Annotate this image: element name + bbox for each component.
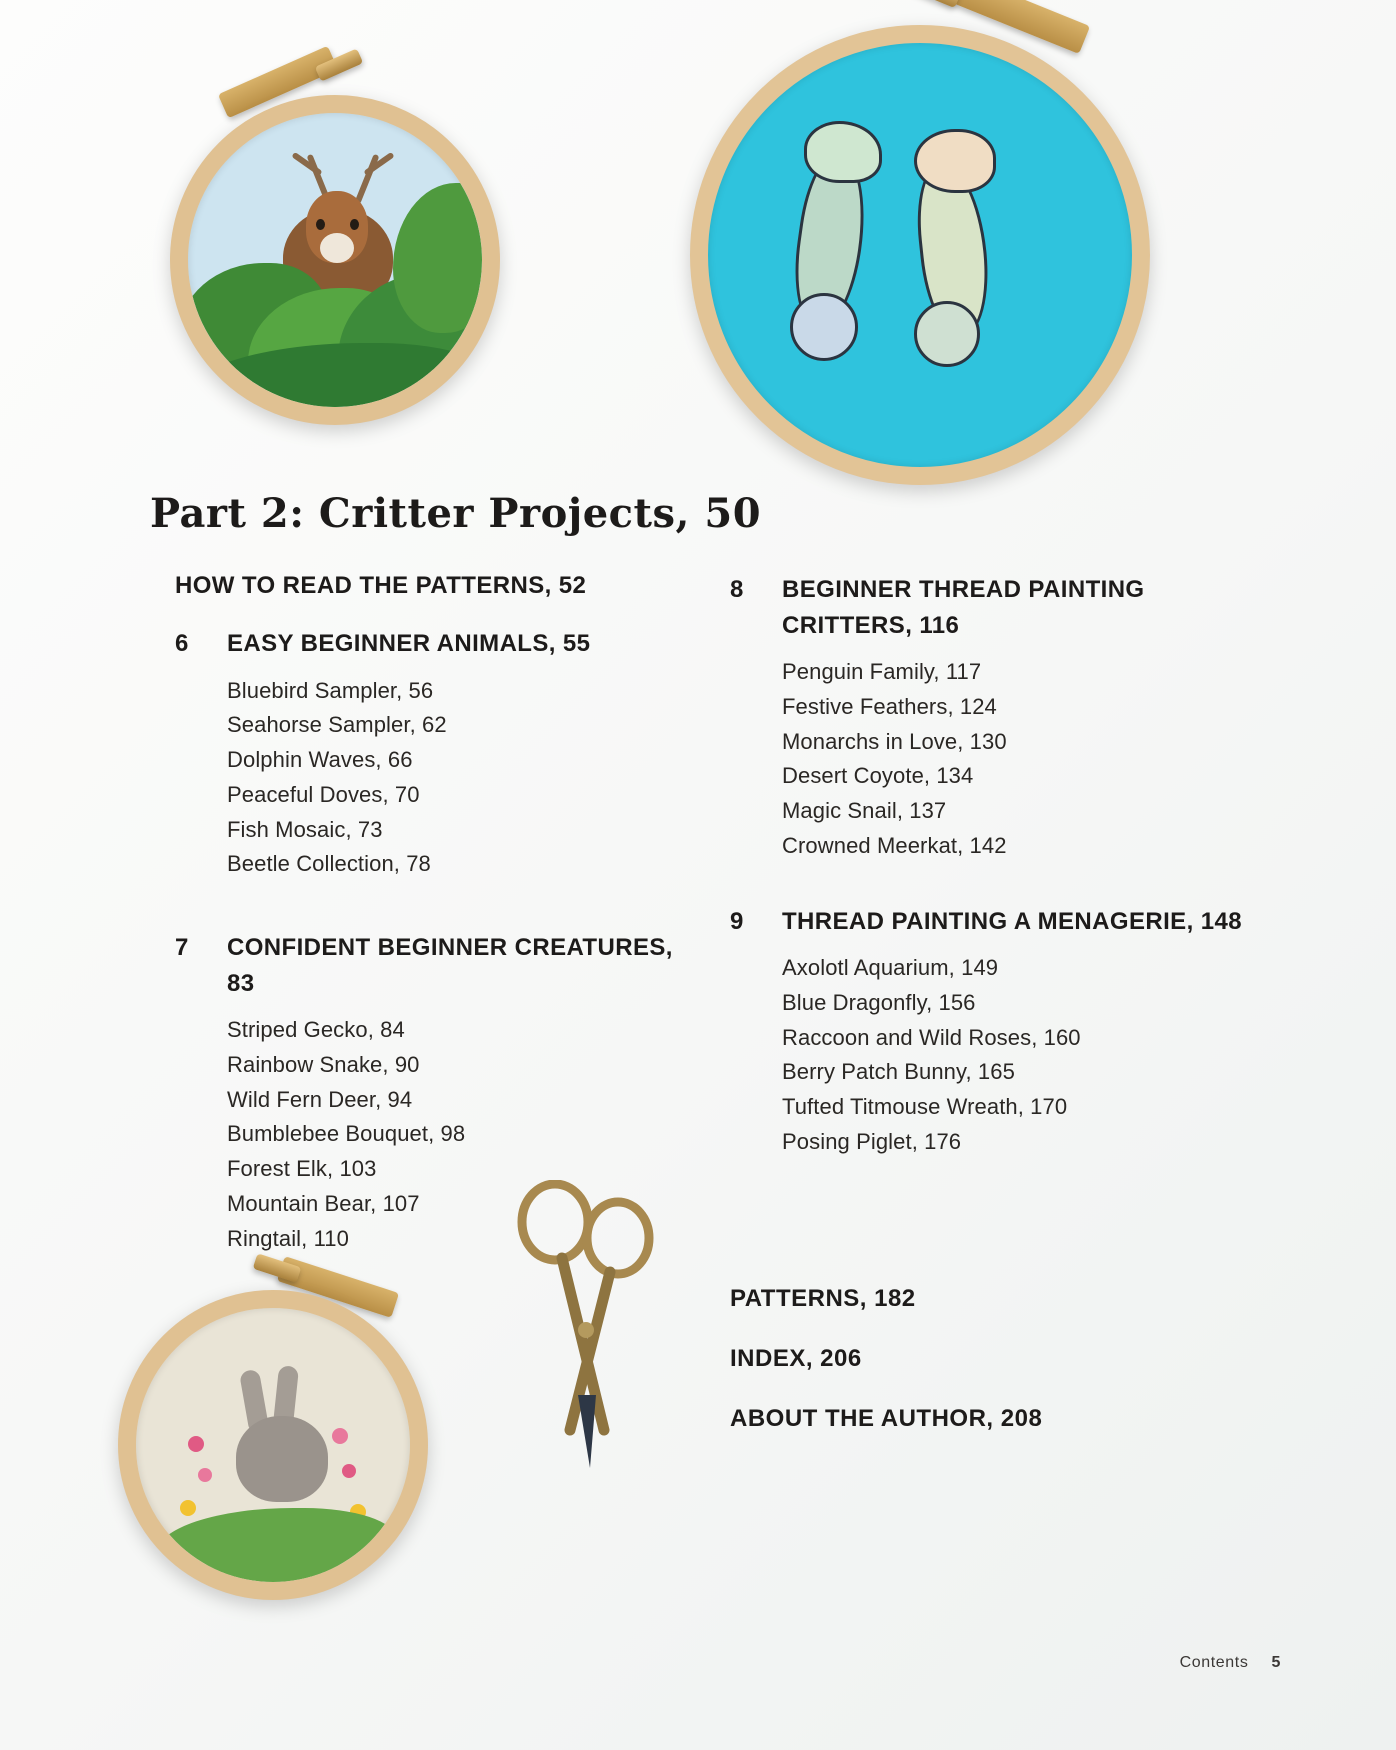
chapter-project-list: [730, 951, 1260, 1160]
list-item[interactable]: Crowned Meerkat, 142: [782, 832, 1007, 858]
hoop-ring: [690, 25, 1150, 485]
hoop-fabric: [188, 113, 482, 407]
deer-antler-right-branch-icon: [363, 152, 394, 176]
part-title: Part 2: Critter Projects, 50: [150, 490, 762, 537]
chapter-number: 9: [730, 907, 744, 935]
toc-chapter-9: [730, 904, 1260, 1160]
chapter-title: THREAD PAINTING A MENAGERIE, 148: [782, 907, 1242, 935]
page-footer: [1180, 1654, 1281, 1672]
chapter-title: EASY BEGINNER ANIMALS, 55: [227, 630, 591, 657]
flower-shape: [342, 1464, 356, 1478]
flower-shape: [180, 1500, 196, 1516]
bunny-embroidery-hoop-image: [118, 1290, 428, 1600]
foliage-shape: [393, 183, 482, 333]
toc-right-column: [730, 572, 1260, 1186]
toc-chapter-7: [175, 930, 705, 1256]
footer-page-number: 5: [1271, 1654, 1281, 1671]
list-item[interactable]: Axolotl Aquarium, 149: [782, 955, 999, 981]
hoop-fabric: [708, 43, 1132, 467]
flower-shape: [198, 1468, 212, 1482]
toc-chapter-6: [175, 626, 705, 882]
chapter-heading[interactable]: [175, 930, 705, 1001]
list-item[interactable]: Dolphin Waves, 66: [227, 747, 413, 773]
deer-snout-shape: [320, 233, 354, 263]
chapter-title: BEGINNER THREAD PAINTING CRITTERS, 116: [782, 576, 1145, 639]
bunny-grass-shape: [156, 1508, 396, 1582]
chapter-title: CONFIDENT BEGINNER CREATURES, 83: [227, 934, 673, 997]
seahorse-right-tail-curl: [914, 301, 980, 367]
list-item[interactable]: Beetle Collection, 78: [227, 851, 431, 877]
chapter-heading[interactable]: [175, 626, 705, 662]
flower-shape: [188, 1436, 204, 1452]
list-item[interactable]: Blue Dragonfly, 156: [782, 989, 976, 1015]
seahorse-left-head: [804, 121, 882, 183]
back-matter-patterns[interactable]: PATTERNS, 182: [730, 1285, 916, 1312]
list-item[interactable]: Magic Snail, 137: [782, 798, 947, 824]
list-item[interactable]: Monarchs in Love, 130: [782, 728, 1007, 754]
toc-lead-entry[interactable]: HOW TO READ THE PATTERNS, 52: [175, 572, 587, 599]
list-item[interactable]: Penguin Family, 117: [782, 659, 982, 685]
bunny-body-shape: [236, 1416, 328, 1502]
list-item[interactable]: Festive Feathers, 124: [782, 693, 997, 719]
chapter-project-list: [730, 655, 1260, 864]
chapter-number: 8: [730, 576, 744, 603]
seahorse-right-head: [914, 129, 996, 193]
hoop-ring: [118, 1290, 428, 1600]
list-item[interactable]: Fish Mosaic, 73: [227, 816, 383, 842]
toc-back-matter: [730, 1285, 1042, 1465]
chapter-heading[interactable]: [730, 904, 1260, 940]
toc-left-column: [175, 572, 705, 1282]
chapter-project-list: [175, 1013, 705, 1256]
list-item[interactable]: Bluebird Sampler, 56: [227, 677, 434, 703]
chapter-number: 6: [175, 630, 189, 657]
list-item[interactable]: Bumblebee Bouquet, 98: [227, 1121, 466, 1147]
seahorse-embroidery-hoop-image: [690, 25, 1150, 485]
list-item[interactable]: Forest Elk, 103: [227, 1156, 377, 1182]
deer-embroidery-hoop-image: [170, 95, 500, 425]
hoop-hardware-screw: [907, 0, 962, 8]
list-item[interactable]: Ringtail, 110: [227, 1225, 349, 1251]
hoop-ring: [170, 95, 500, 425]
flower-shape: [332, 1428, 348, 1444]
deer-eye-left: [316, 219, 325, 230]
chapter-heading[interactable]: [730, 572, 1260, 643]
toc-chapter-8: [730, 572, 1260, 864]
hoop-fabric: [136, 1308, 410, 1582]
list-item[interactable]: Mountain Bear, 107: [227, 1190, 420, 1216]
seahorse-left-tail-curl: [790, 293, 858, 361]
chapter-project-list: [175, 674, 705, 883]
list-item[interactable]: Desert Coyote, 134: [782, 763, 974, 789]
list-item[interactable]: Seahorse Sampler, 62: [227, 712, 447, 738]
chapter-number: 7: [175, 934, 189, 962]
list-item[interactable]: Berry Patch Bunny, 165: [782, 1059, 1015, 1085]
list-item[interactable]: Raccoon and Wild Roses, 160: [782, 1024, 1081, 1050]
list-item[interactable]: Tufted Titmouse Wreath, 170: [782, 1094, 1068, 1120]
list-item[interactable]: Rainbow Snake, 90: [227, 1051, 420, 1077]
back-matter-index[interactable]: INDEX, 206: [730, 1345, 862, 1372]
back-matter-about-the-author[interactable]: ABOUT THE AUTHOR, 208: [730, 1405, 1043, 1432]
list-item[interactable]: Striped Gecko, 84: [227, 1017, 405, 1043]
footer-label: Contents: [1179, 1654, 1249, 1671]
list-item[interactable]: Peaceful Doves, 70: [227, 781, 420, 807]
list-item[interactable]: Wild Fern Deer, 94: [227, 1086, 413, 1112]
list-item[interactable]: Posing Piglet, 176: [782, 1128, 962, 1154]
deer-eye-right: [350, 219, 359, 230]
